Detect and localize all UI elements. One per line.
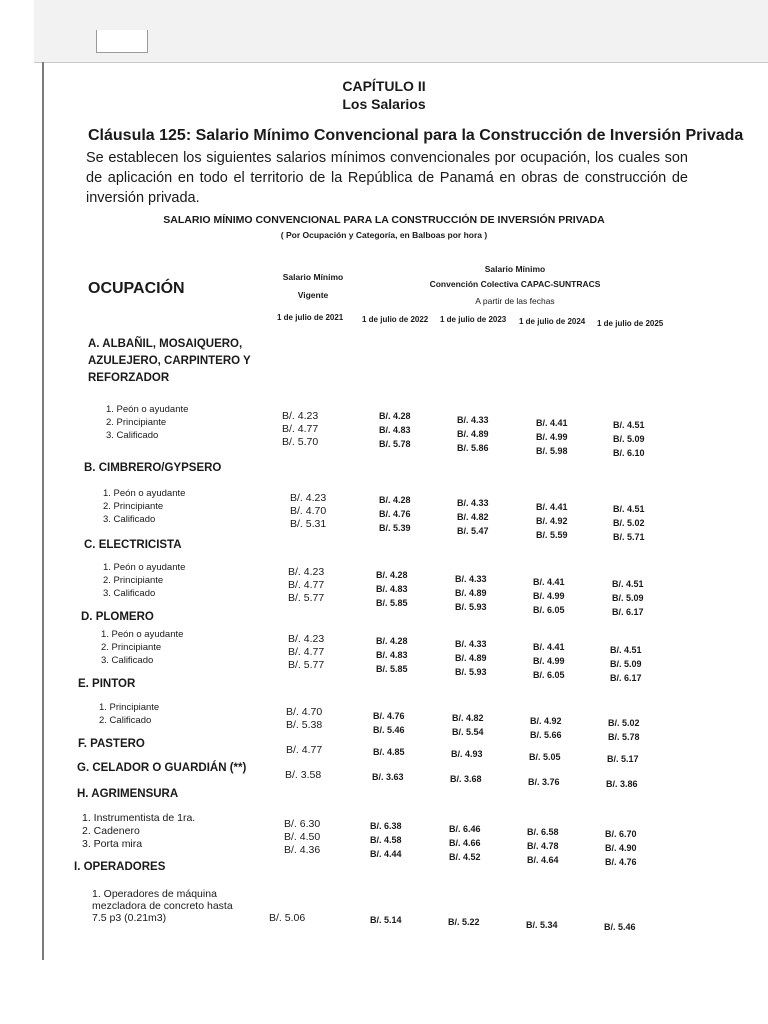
section-h-vigente: B/. 4.36 xyxy=(284,844,321,856)
section-a-2024: B/. 4.41 xyxy=(536,418,568,428)
section-g-2022: B/. 3.63 xyxy=(372,772,404,782)
section-f-vigente: B/. 4.77 xyxy=(286,744,323,756)
section-d-2022: B/. 4.28 xyxy=(376,636,408,646)
section-c-2023: B/. 5.93 xyxy=(455,602,487,612)
section-e-item: 1. Principiante xyxy=(99,702,160,713)
section-h-2022: B/. 4.44 xyxy=(370,849,402,859)
section-c-2022: B/. 4.28 xyxy=(376,570,408,580)
section-b-2024: B/. 4.92 xyxy=(536,516,568,526)
section-a-2023: B/. 4.33 xyxy=(457,415,489,425)
section-c-item: 3. Calificado xyxy=(103,588,156,599)
chapter-number: CAPÍTULO II xyxy=(342,78,426,94)
section-i-2022: B/. 5.14 xyxy=(370,915,402,925)
section-b-2023: B/. 4.82 xyxy=(457,512,489,522)
section-d-2023: B/. 4.89 xyxy=(455,653,487,663)
section-i-title: I. OPERADORES xyxy=(74,861,166,873)
section-h-2022: B/. 6.38 xyxy=(370,821,402,831)
convention-header-line1: Salario Mínimo xyxy=(484,264,546,274)
section-h-2025: B/. 4.90 xyxy=(605,843,637,853)
section-a-2022: B/. 5.78 xyxy=(379,439,411,449)
section-b-2022: B/. 5.39 xyxy=(379,523,411,533)
section-d-2025: B/. 4.51 xyxy=(610,645,642,655)
section-c-2025: B/. 4.51 xyxy=(612,579,644,589)
section-h-2024: B/. 6.58 xyxy=(527,827,559,837)
section-d-2025: B/. 5.09 xyxy=(610,659,642,669)
section-h-vigente: B/. 6.30 xyxy=(284,818,321,830)
section-h-2025: B/. 4.76 xyxy=(605,857,637,867)
section-i-2023: B/. 5.22 xyxy=(448,917,480,927)
section-h-2024: B/. 4.78 xyxy=(527,841,559,851)
section-b-2023: B/. 5.47 xyxy=(457,526,489,536)
section-b-item: 1. Peón o ayudante xyxy=(103,488,186,499)
section-c-vigente: B/. 5.77 xyxy=(288,592,325,604)
section-g-2023: B/. 3.68 xyxy=(450,774,482,784)
section-c-2024: B/. 6.05 xyxy=(533,605,565,615)
section-b-2023: B/. 4.33 xyxy=(457,498,489,508)
section-a-item: 3. Calificado xyxy=(106,430,159,441)
section-d-item: 2. Principiante xyxy=(101,642,162,653)
section-d-2023: B/. 4.33 xyxy=(455,639,487,649)
section-c-2022: B/. 4.83 xyxy=(376,584,408,594)
section-c-2025: B/. 5.09 xyxy=(612,593,644,603)
section-e-vigente: B/. 5.38 xyxy=(286,719,323,731)
section-a-2025: B/. 6.10 xyxy=(613,448,645,458)
section-e-title: E. PINTOR xyxy=(78,678,136,690)
section-i-vigente: B/. 5.06 xyxy=(269,912,306,924)
section-b-2024: B/. 4.41 xyxy=(536,502,568,512)
section-f-2025: B/. 5.17 xyxy=(607,754,639,764)
section-a-2025: B/. 5.09 xyxy=(613,434,645,444)
section-d-2022: B/. 5.85 xyxy=(376,664,408,674)
convention-header-line3: A partir de las fechas xyxy=(475,296,555,306)
section-e-2022: B/. 4.76 xyxy=(373,711,405,721)
section-e-2024: B/. 5.66 xyxy=(530,730,562,740)
section-c-2022: B/. 5.85 xyxy=(376,598,408,608)
section-h-2025: B/. 6.70 xyxy=(605,829,637,839)
section-c-2024: B/. 4.41 xyxy=(533,577,565,587)
section-h-item: 3. Porta mira xyxy=(82,838,143,850)
section-d-vigente: B/. 4.77 xyxy=(288,646,325,658)
section-f-title: F. PASTERO xyxy=(78,738,145,750)
table-subtitle: ( Por Ocupación y Categoría, en Balboas por hora ) xyxy=(280,230,488,240)
section-c-item: 2. Principiante xyxy=(103,575,164,586)
section-a-2023: B/. 4.89 xyxy=(457,429,489,439)
section-a-2024: B/. 5.98 xyxy=(536,446,568,456)
section-h-2022: B/. 4.58 xyxy=(370,835,402,845)
section-a-2023: B/. 5.86 xyxy=(457,443,489,453)
section-e-item: 2. Calificado xyxy=(99,715,152,726)
section-d-2022: B/. 4.83 xyxy=(376,650,408,660)
table-title: SALARIO MÍNIMO CONVENCIONAL PARA LA CONSTRUCCIÓN DE INVERSIÓN PRIVADA xyxy=(163,214,605,226)
section-e-2025: B/. 5.02 xyxy=(608,718,640,728)
section-h-item: 2. Cadenero xyxy=(82,825,140,837)
section-c-title: C. ELECTRICISTA xyxy=(84,539,182,551)
section-c-vigente: B/. 4.77 xyxy=(288,579,325,591)
section-d-title: D. PLOMERO xyxy=(81,611,154,623)
section-c-2025: B/. 6.17 xyxy=(612,607,644,617)
section-a-2024: B/. 4.99 xyxy=(536,432,568,442)
section-d-2024: B/. 4.41 xyxy=(533,642,565,652)
section-a-title: A. ALBAÑIL, MOSAIQUERO, AZULEJERO, CARPINTERO Y REFORZADOR xyxy=(88,338,251,384)
section-c-2023: B/. 4.33 xyxy=(455,574,487,584)
section-e-2022: B/. 5.46 xyxy=(373,725,405,735)
section-e-vigente: B/. 4.70 xyxy=(286,706,323,718)
section-b-2025: B/. 5.02 xyxy=(613,518,645,528)
section-a-vigente: B/. 5.70 xyxy=(282,436,319,448)
section-a-item: 2. Principiante xyxy=(106,417,167,428)
section-d-2024: B/. 4.99 xyxy=(533,656,565,666)
section-a-vigente: B/. 4.77 xyxy=(282,423,319,435)
convention-header-line2: Convención Colectiva CAPAC-SUNTRACS xyxy=(429,279,601,289)
section-b-2025: B/. 5.71 xyxy=(613,532,645,542)
section-b-2024: B/. 5.59 xyxy=(536,530,568,540)
section-a-2022: B/. 4.83 xyxy=(379,425,411,435)
section-b-vigente: B/. 5.31 xyxy=(290,518,327,530)
section-d-item: 3. Calificado xyxy=(101,655,154,666)
vigente-header-line1: Salario Mínimo xyxy=(282,272,344,282)
section-b-2022: B/. 4.76 xyxy=(379,509,411,519)
section-c-2024: B/. 4.99 xyxy=(533,591,565,601)
section-b-item: 3. Calificado xyxy=(103,514,156,525)
section-h-item: 1. Instrumentista de 1ra. xyxy=(82,812,196,824)
date-2025: 1 de julio de 2025 xyxy=(597,319,664,328)
date-2022: 1 de julio de 2022 xyxy=(362,315,429,324)
vigente-header-line2: Vigente xyxy=(297,290,329,300)
section-b-2025: B/. 4.51 xyxy=(613,504,645,514)
chapter-subtitle: Los Salarios xyxy=(342,96,426,112)
section-g-title: G. CELADOR O GUARDIÁN (**) xyxy=(77,762,247,774)
occupation-header: OCUPACIÓN xyxy=(88,280,185,297)
section-a-item: 1. Peón o ayudante xyxy=(106,404,189,415)
section-d-2023: B/. 5.93 xyxy=(455,667,487,677)
section-i-2025: B/. 5.46 xyxy=(604,922,636,932)
section-b-title: B. CIMBRERO/GYPSERO xyxy=(84,462,222,474)
section-e-2023: B/. 5.54 xyxy=(452,727,484,737)
section-c-item: 1. Peón o ayudante xyxy=(103,562,186,573)
section-b-vigente: B/. 4.23 xyxy=(290,492,327,504)
clause-title: Cláusula 125: Salario Mínimo Convencional para la Construcción de Inversión Privada xyxy=(88,127,744,144)
section-a-vigente: B/. 4.23 xyxy=(282,410,319,422)
date-2021: 1 de julio de 2021 xyxy=(277,313,344,322)
section-i-2024: B/. 5.34 xyxy=(526,920,558,930)
section-b-vigente: B/. 4.70 xyxy=(290,505,327,517)
date-2024: 1 de julio de 2024 xyxy=(519,317,586,326)
section-g-2024: B/. 3.76 xyxy=(528,777,560,787)
clause-text: Se establecen los siguientes salarios mínimos convencionales por ocupación, los cuales son de aplicación en todo el territorio de la República de Panamá en obras de construcción de inversión privada. xyxy=(86,150,688,206)
section-f-2022: B/. 4.85 xyxy=(373,747,405,757)
section-h-2023: B/. 4.52 xyxy=(449,852,481,862)
section-h-title: H. AGRIMENSURA xyxy=(77,788,179,800)
date-2023: 1 de julio de 2023 xyxy=(440,315,507,324)
section-b-item: 2. Principiante xyxy=(103,501,164,512)
section-d-vigente: B/. 5.77 xyxy=(288,659,325,671)
section-b-2022: B/. 4.28 xyxy=(379,495,411,505)
section-e-2025: B/. 5.78 xyxy=(608,732,640,742)
section-d-item: 1. Peón o ayudante xyxy=(101,629,184,640)
section-f-2024: B/. 5.05 xyxy=(529,752,561,762)
section-a-2025: B/. 4.51 xyxy=(613,420,645,430)
section-e-2023: B/. 4.82 xyxy=(452,713,484,723)
section-d-2024: B/. 6.05 xyxy=(533,670,565,680)
section-h-vigente: B/. 4.50 xyxy=(284,831,321,843)
section-c-2023: B/. 4.89 xyxy=(455,588,487,598)
section-c-vigente: B/. 4.23 xyxy=(288,566,325,578)
section-g-vigente: B/. 3.58 xyxy=(285,769,322,781)
section-h-2023: B/. 6.46 xyxy=(449,824,481,834)
section-a-2022: B/. 4.28 xyxy=(379,411,411,421)
section-i-item: 1. Operadores de máquina mezcladora de concreto hasta 7.5 p3 (0.21m3) xyxy=(92,888,233,924)
section-d-2025: B/. 6.17 xyxy=(610,673,642,683)
section-h-2024: B/. 4.64 xyxy=(527,855,559,865)
section-f-2023: B/. 4.93 xyxy=(451,749,483,759)
section-e-2024: B/. 4.92 xyxy=(530,716,562,726)
section-d-vigente: B/. 4.23 xyxy=(288,633,325,645)
section-h-2023: B/. 4.66 xyxy=(449,838,481,848)
section-g-2025: B/. 3.86 xyxy=(606,779,638,789)
